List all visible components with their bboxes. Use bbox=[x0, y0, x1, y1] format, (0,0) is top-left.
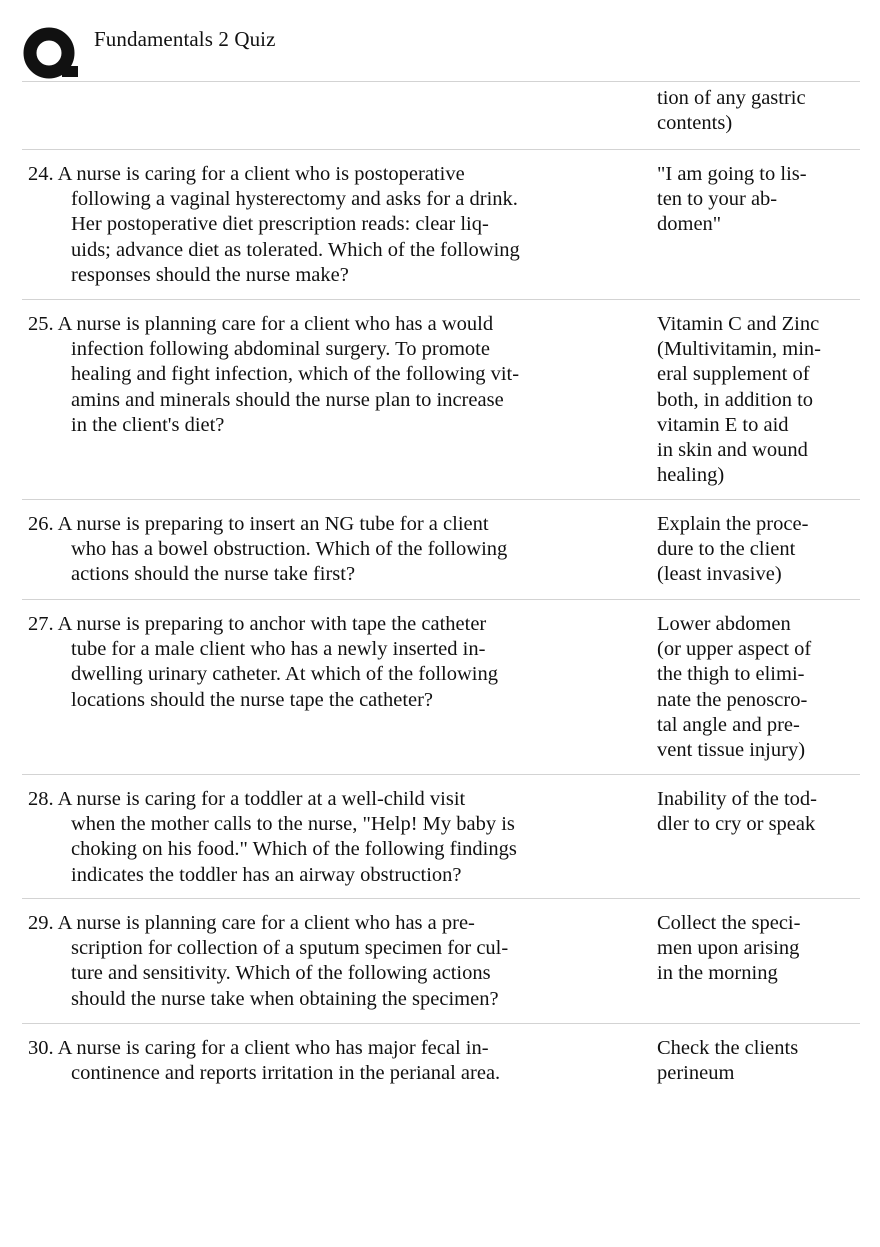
table-row bbox=[22, 599, 860, 774]
quiz-table bbox=[22, 81, 860, 1103]
page-header bbox=[0, 0, 880, 82]
answer-cell: Collect the speci- men upon arising in the morning bbox=[657, 912, 801, 985]
table-row bbox=[22, 898, 860, 1023]
question-cell: 27. A nurse is preparing to anchor with tape the catheter tube for a male client who has a newly inserted in- dwelling urinary catheter. At which of the following locations should the nurse tape the catheter? bbox=[28, 613, 498, 711]
answer-cell: "I am going to lis- ten to your ab- domen" bbox=[657, 163, 807, 236]
answer-cell: Vitamin C and Zinc (Multivitamin, min- eral supplement of both, in addition to vitamin E to aid in skin and wound healing) bbox=[657, 313, 821, 487]
answer-cell: Check the clients perineum bbox=[657, 1037, 799, 1085]
table-row bbox=[22, 149, 860, 299]
answer-cell: Explain the proce- dure to the client (least invasive) bbox=[657, 513, 809, 586]
question-cell: 28. A nurse is caring for a toddler at a well-child visit when the mother calls to the nurse, "Help! My baby is choking on his food." Which of the following findings indicates the toddler has an airway obstruction? bbox=[28, 788, 517, 886]
question-cell: 26. A nurse is preparing to insert an NG tube for a client who has a bowel obstruction. Which of the following actions should the nurse take first? bbox=[28, 513, 508, 586]
question-cell: 24. A nurse is caring for a client who is postoperative following a vaginal hysterectomy and asks for a drink. Her postoperative diet prescription reads: clear liq- uids; advance diet as tolerated. Which of the following responses should the nurse make? bbox=[28, 163, 520, 286]
question-cell: 30. A nurse is caring for a client who has major fecal in- continence and reports irritation in the perianal area. bbox=[28, 1037, 501, 1085]
page-title: Fundamentals 2 Quiz bbox=[94, 27, 276, 51]
quizlet-logo-icon bbox=[22, 26, 80, 80]
table-row bbox=[22, 774, 860, 898]
answer-cell: tion of any gastric contents) bbox=[657, 87, 806, 135]
question-cell: 25. A nurse is planning care for a client who has a would infection following abdominal surgery. To promote healing and fight infection, which of the following vit- amins and minerals should the nurse plan to increase in the client's diet? bbox=[28, 313, 520, 436]
table-row bbox=[22, 81, 860, 149]
table-row bbox=[22, 299, 860, 499]
answer-cell: Inability of the tod- dler to cry or speak bbox=[657, 788, 817, 836]
question-cell: 29. A nurse is planning care for a client who has a pre- scription for collection of a sputum specimen for cul- ture and sensitivity. Which of the following actions should the nurse take when obtaining the specimen? bbox=[28, 912, 509, 1010]
table-row bbox=[22, 499, 860, 599]
table-row bbox=[22, 1023, 860, 1103]
answer-cell: Lower abdomen (or upper aspect of the thigh to elimi- nate the penoscro- tal angle and pre- vent tissue injury) bbox=[657, 613, 812, 762]
